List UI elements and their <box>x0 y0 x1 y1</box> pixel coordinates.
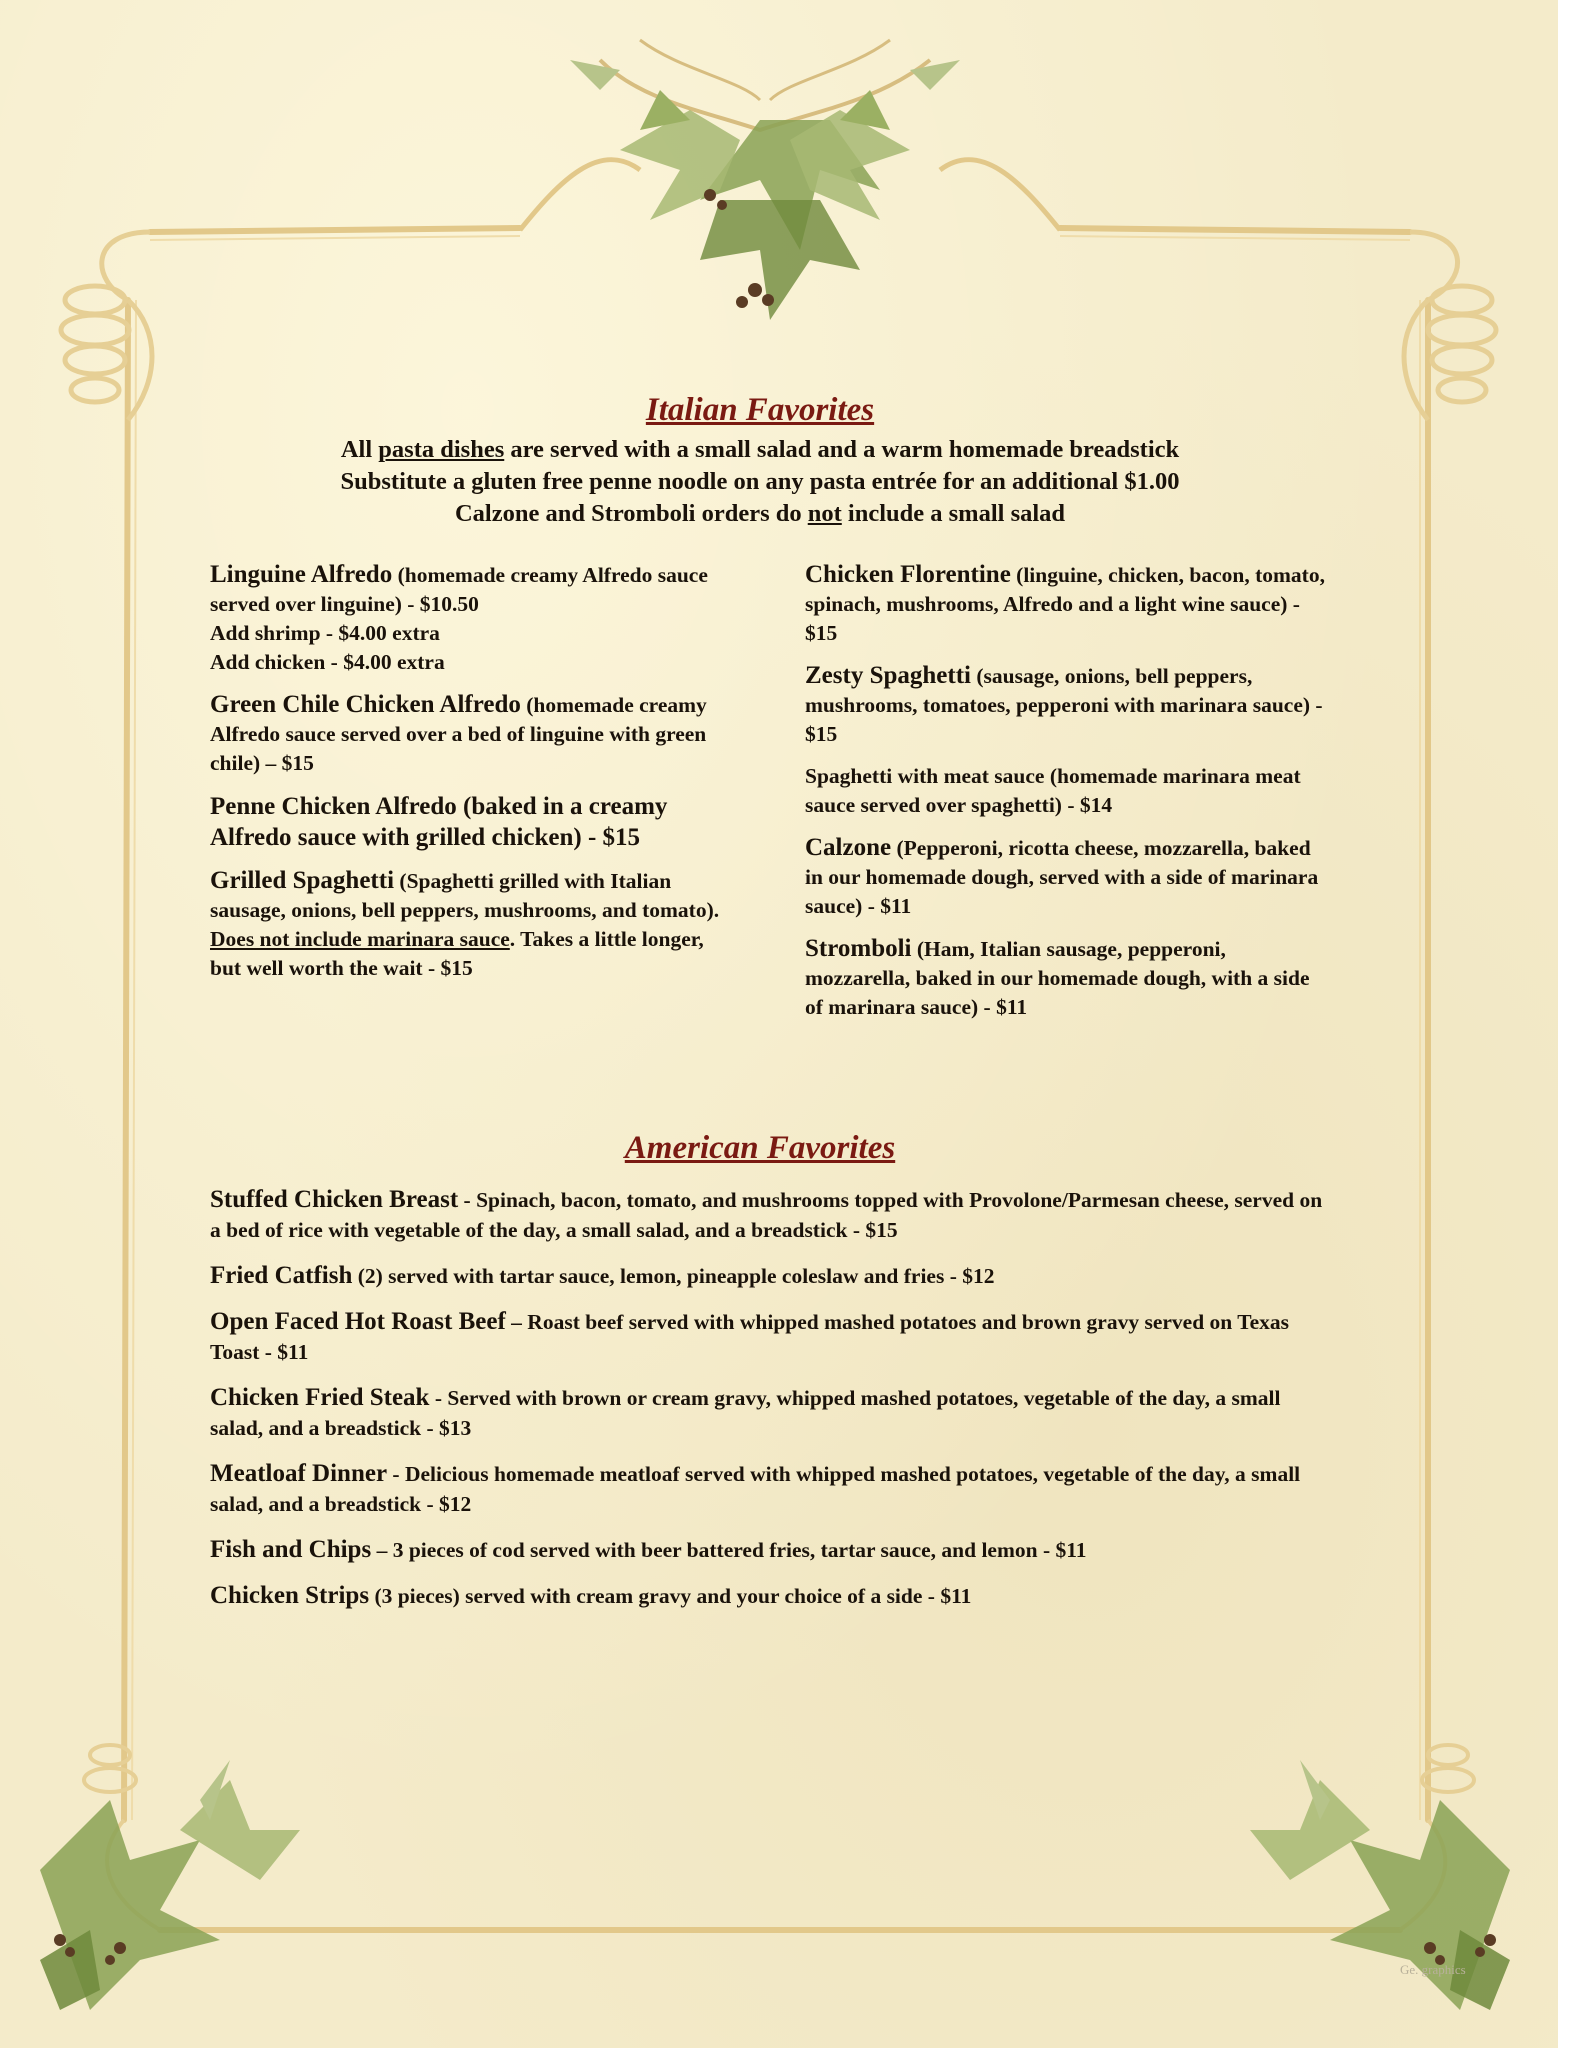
american-items-list <box>210 1185 1330 1627</box>
menu-item-green-chile-chicken-alfredo: Green Chile Chicken Alfredo (homemade creamy Alfredo sauce served over a bed of linguine with green chile) – $15 <box>210 691 707 775</box>
menu-item-fried-catfish: Fried Catfish (2) served with tartar sauce, lemon, pineapple coleslaw and fries - $12 <box>210 1262 995 1289</box>
italian-intro <box>0 434 1520 530</box>
menu-item-penne-chicken-alfredo: Penne Chicken Alfredo (baked in a creamy Alfredo sauce with grilled chicken) - $15 <box>210 793 668 851</box>
intro-line-1: All pasta dishes are served with a small salad and a warm homemade breadstick <box>340 436 1180 463</box>
menu-item-stuffed-chicken-breast: Stuffed Chicken Breast - Spinach, bacon, tomato, and mushrooms topped with Provolone/Parmesan cheese, served on a bed of rice with vegetable of the day, a small salad, and a breadstick - $15 <box>210 1186 1323 1242</box>
menu-item-open-faced-hot-roast-beef: Open Faced Hot Roast Beef – Roast beef served with whipped mashed potatoes and brown gravy served on Texas Toast - $11 <box>210 1308 1290 1364</box>
menu-item-chicken-fried-steak: Chicken Fried Steak - Served with brown or cream gravy, whipped mashed potatoes, vegetable of the day, a small salad, and a breadstick - $13 <box>210 1384 1281 1440</box>
menu-item-chicken-strips: Chicken Strips (3 pieces) served with cream gravy and your choice of a side - $11 <box>210 1582 972 1609</box>
menu-item-grilled-spaghetti: Grilled Spaghetti (Spaghetti grilled with Italian sausage, onions, bell peppers, mushrooms, and tomato). Does not include marinara sauce. Takes a little longer, but well worth the wait - $15 <box>210 867 720 980</box>
italian-right-column <box>805 560 1325 1035</box>
menu-item-zesty-spaghetti: Zesty Spaghetti (sausage, onions, bell peppers, mushrooms, tomatoes, pepperoni with marinara sauce) - $15 <box>805 662 1323 746</box>
american-favorites-title: American Favorites <box>624 1130 896 1166</box>
menu-item-chicken-florentine: Chicken Florentine (linguine, chicken, bacon, tomato, spinach, mushrooms, Alfredo and a light wine sauce) - $15 <box>805 561 1325 645</box>
ivy-bottom-left-ornament <box>40 1760 300 2010</box>
italian-favorites-title: Italian Favorites <box>645 392 875 428</box>
graphics-credit: Ge. graphics <box>1400 1962 1466 1977</box>
intro-line-2: Substitute a gluten free penne noodle on any pasta entrée for an additional $1.00 <box>340 468 1180 495</box>
intro-line-3: Calzone and Stromboli orders do not include a small salad <box>454 500 1066 527</box>
menu-item-spaghetti-meat-sauce: Spaghetti with meat sauce (homemade marinara meat sauce served over spaghetti) - $14 <box>805 764 1301 817</box>
menu-item-calzone: Calzone (Pepperoni, ricotta cheese, mozzarella, baked in our homemade dough, served with a side of marinara sauce) - $11 <box>805 834 1319 918</box>
italian-left-column <box>210 560 730 996</box>
menu-item-stromboli: Stromboli (Ham, Italian sausage, pepperoni, mozzarella, baked in our homemade dough, with a side of marinara sauce) - $11 <box>805 935 1310 1019</box>
ivy-top-ornament <box>520 40 1060 320</box>
menu-item-linguine-alfredo: Linguine Alfredo (homemade creamy Alfredo sauce served over linguine) - $10.50 Add shrimp - $4.00 extra Add chicken - $4.00 extra <box>210 561 708 674</box>
menu-item-meatloaf-dinner: Meatloaf Dinner - Delicious homemade meatloaf served with whipped mashed potatoes, vegetable of the day, a small salad, and a breadstick - $12 <box>210 1460 1301 1516</box>
page-edge <box>1558 0 1582 2048</box>
menu-item-fish-and-chips: Fish and Chips – 3 pieces of cod served with beer battered fries, tartar sauce, and lemon - $11 <box>210 1536 1087 1563</box>
